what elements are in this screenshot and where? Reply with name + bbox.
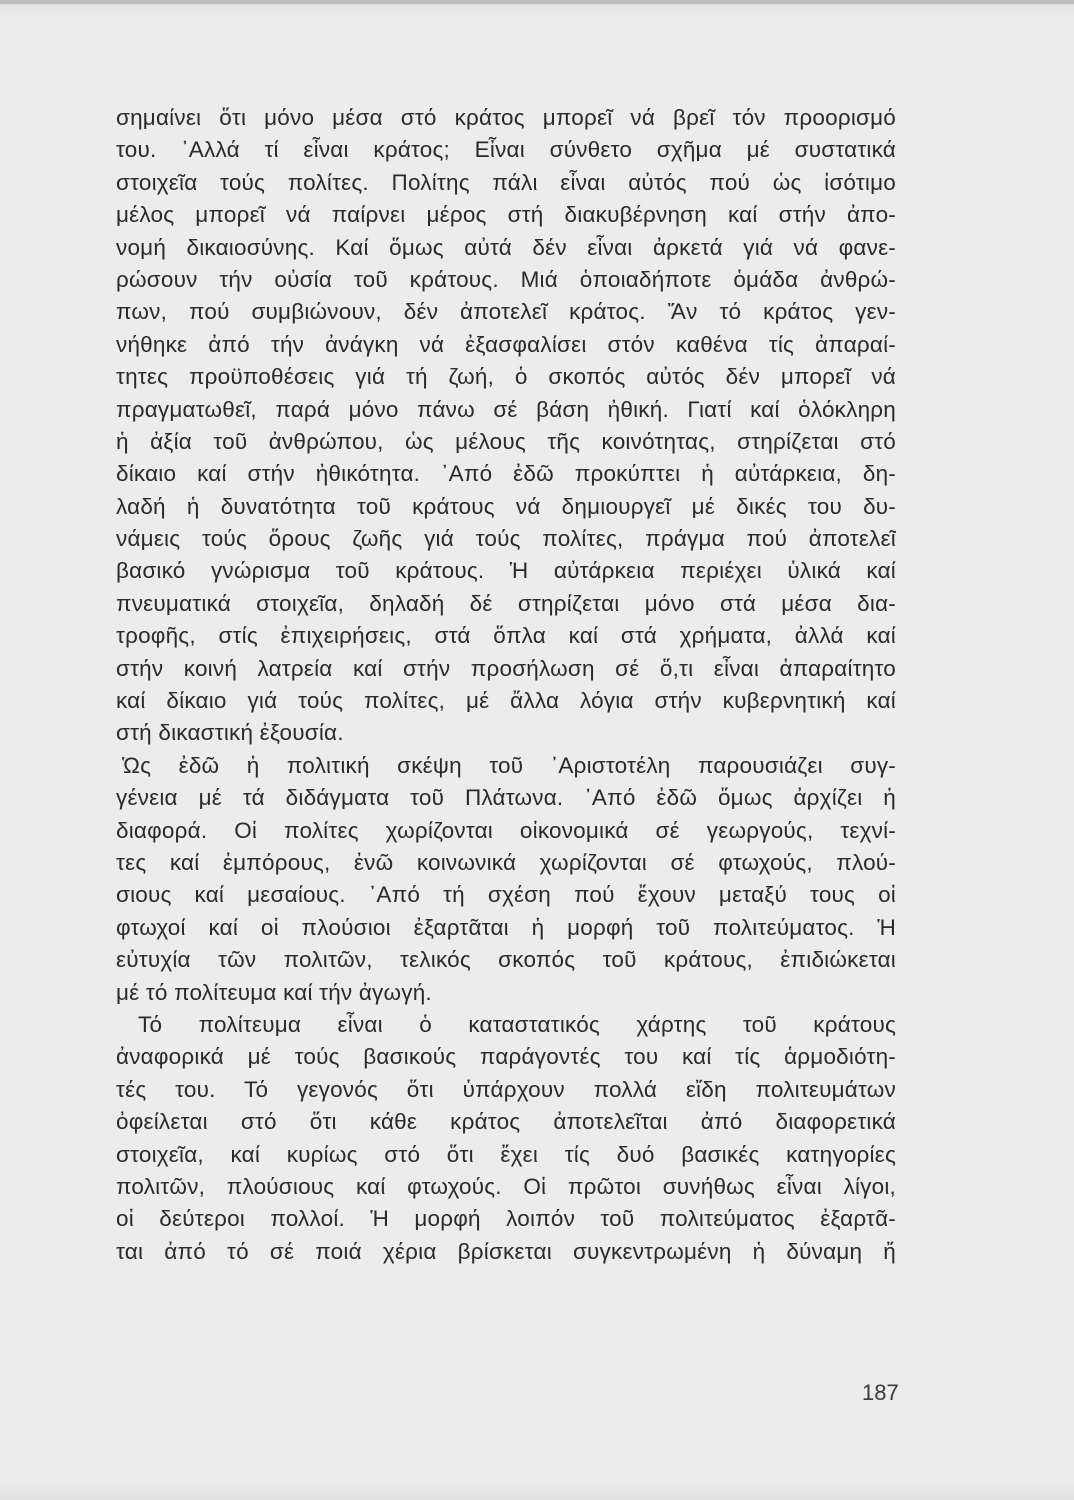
text-line: Τό πολίτευμα εἶναι ὁ καταστατικός χάρτης τοῦ κράτους (138, 1011, 896, 1037)
text-line: βασικό γνώρισμα τοῦ κράτους. Ἡ αὐτάρκεια περιέχει ὑλικά καί (116, 558, 896, 584)
text-line: νήθηκε ἀπό τήν ἀνάγκη νά ἐξασφαλίσει στόν καθένα τίς ἀπαραί- (116, 331, 896, 357)
text-line: του. ᾿Αλλά τί εἶναι κράτος; Εἶναι σύνθετο σχῆμα μέ συστατικά (116, 137, 896, 163)
text-line: πων, πού συμβιώνουν, δέν ἀποτελεῖ κράτος. Ἄν τό κράτος γεν- (116, 299, 896, 325)
text-line: ρώσουν τήν οὐσία τοῦ κράτους. Μιά ὁποιαδήποτε ὁμάδα ἀνθρώ- (116, 266, 896, 292)
text-line: τες καί ἐμπόρους, ἐνῶ κοινωνικά χωρίζονται σέ φτωχούς, πλού- (116, 849, 896, 875)
text-line: διαφορά. Οἱ πολίτες χωρίζονται οἰκονομικά σέ γεωργούς, τεχνί- (116, 817, 896, 843)
text-line: ὀφείλεται στό ὅτι κάθε κράτος ἀποτελεῖται ἀπό διαφορετικά (116, 1109, 896, 1135)
text-line: στοιχεῖα, καί κυρίως στό ὅτι ἔχει τίς δυό βασικές κατηγορίες (116, 1141, 896, 1167)
text-line: τές του. Τό γεγονός ὅτι ὑπάρχουν πολλά εἴδη πολιτευμάτων (116, 1076, 896, 1102)
text-line: πνευματικά στοιχεῖα, δηλαδή δέ στηρίζεται μόνο στά μέσα δια- (116, 590, 896, 616)
text-line: στοιχεῖα τούς πολίτες. Πολίτης πάλι εἶναι αὐτός πού ὡς ἰσότιμο (116, 169, 896, 195)
text-line: στήν κοινή λατρεία καί στήν προσήλωση σέ ὅ,τι εἶναι ἀπαραίτητο (116, 655, 896, 681)
text-line: Ὡς ἐδῶ ἡ πολιτική σκέψη τοῦ ᾿Αριστοτέλη παρουσιάζει συγ- (122, 752, 896, 778)
body-text (116, 102, 896, 1268)
text-line: ἀναφορικά μέ τούς βασικούς παράγοντές του καί τίς ἁρμοδιότη- (116, 1044, 896, 1070)
text-line: σημαίνει ὅτι μόνο μέσα στό κράτος μπορεῖ νά βρεῖ τόν προορισμό (116, 105, 896, 130)
page-top-edge (0, 0, 1074, 4)
text-line: πολιτῶν, πλούσιους καί φτωχούς. Οἱ πρῶτοι συνήθως εἶναι λίγοι, (116, 1173, 896, 1199)
page-number: 187 (862, 1380, 899, 1405)
text-line: μέ τό πολίτευμα καί τήν ἀγωγή. (116, 979, 432, 1005)
text-line: φτωχοί καί οἱ πλούσιοι ἐξαρτᾶται ἡ μορφή τοῦ πολιτεύματος. Ἡ (116, 914, 896, 940)
text-line: οἱ δεύτεροι πολλοί. Ἡ μορφή λοιπόν τοῦ πολιτεύματος ἐξαρτᾶ- (116, 1206, 896, 1232)
text-line: στή δικαστική ἐξουσία. (116, 720, 344, 746)
text-line: λαδή ἡ δυνατότητα τοῦ κράτους νά δημιουργεῖ μέ δικές του δυ- (116, 493, 896, 519)
text-line: εὐτυχία τῶν πολιτῶν, τελικός σκοπός τοῦ κράτους, ἐπιδιώκεται (116, 947, 896, 973)
text-line: μέλος μπορεῖ νά παίρνει μέρος στή διακυβέρνηση καί στήν ἀπο- (116, 202, 896, 228)
text-line: ἡ ἀξία τοῦ ἀνθρώπου, ὡς μέλους τῆς κοινότητας, στηρίζεται στό (116, 428, 896, 454)
text-line: γένεια μέ τά διδάγματα τοῦ Πλάτωνα. ᾿Από ἐδῶ ὅμως ἀρχίζει ἡ (116, 785, 896, 811)
text-line: τροφῆς, στίς ἐπιχειρήσεις, στά ὅπλα καί στά χρήματα, ἀλλά καί (116, 623, 896, 649)
text-line: καί δίκαιο γιά τούς πολίτες, μέ ἄλλα λόγια στήν κυβερνητική καί (116, 688, 896, 714)
text-line: σιους καί μεσαίους. ᾿Από τή σχέση πού ἔχουν μεταξύ τους οἱ (116, 882, 896, 908)
text-line: νομή δικαιοσύνης. Καί ὅμως αὐτά δέν εἶναι ἀρκετά γιά νά φανε- (116, 234, 896, 260)
text-line: νάμεις τούς ὅρους ζωῆς γιά τούς πολίτες, πράγμα πού ἀποτελεῖ (116, 526, 896, 552)
text-line: τητες προϋποθέσεις γιά τή ζωή, ὁ σκοπός αὐτός δέν μπορεῖ νά (116, 364, 896, 390)
text-line: ται ἀπό τό σέ ποιά χέρια βρίσκεται συγκεντρωμένη ἡ δύναμη ἤ (116, 1238, 896, 1264)
text-line: δίκαιο καί στήν ἠθικότητα. ᾿Από ἐδῶ προκύπτει ἡ αὐτάρκεια, δη- (116, 461, 896, 487)
text-line: πραγματωθεῖ, παρά μόνο πάνω σέ βάση ἠθική. Γιατί καί ὁλόκληρη (116, 396, 896, 422)
